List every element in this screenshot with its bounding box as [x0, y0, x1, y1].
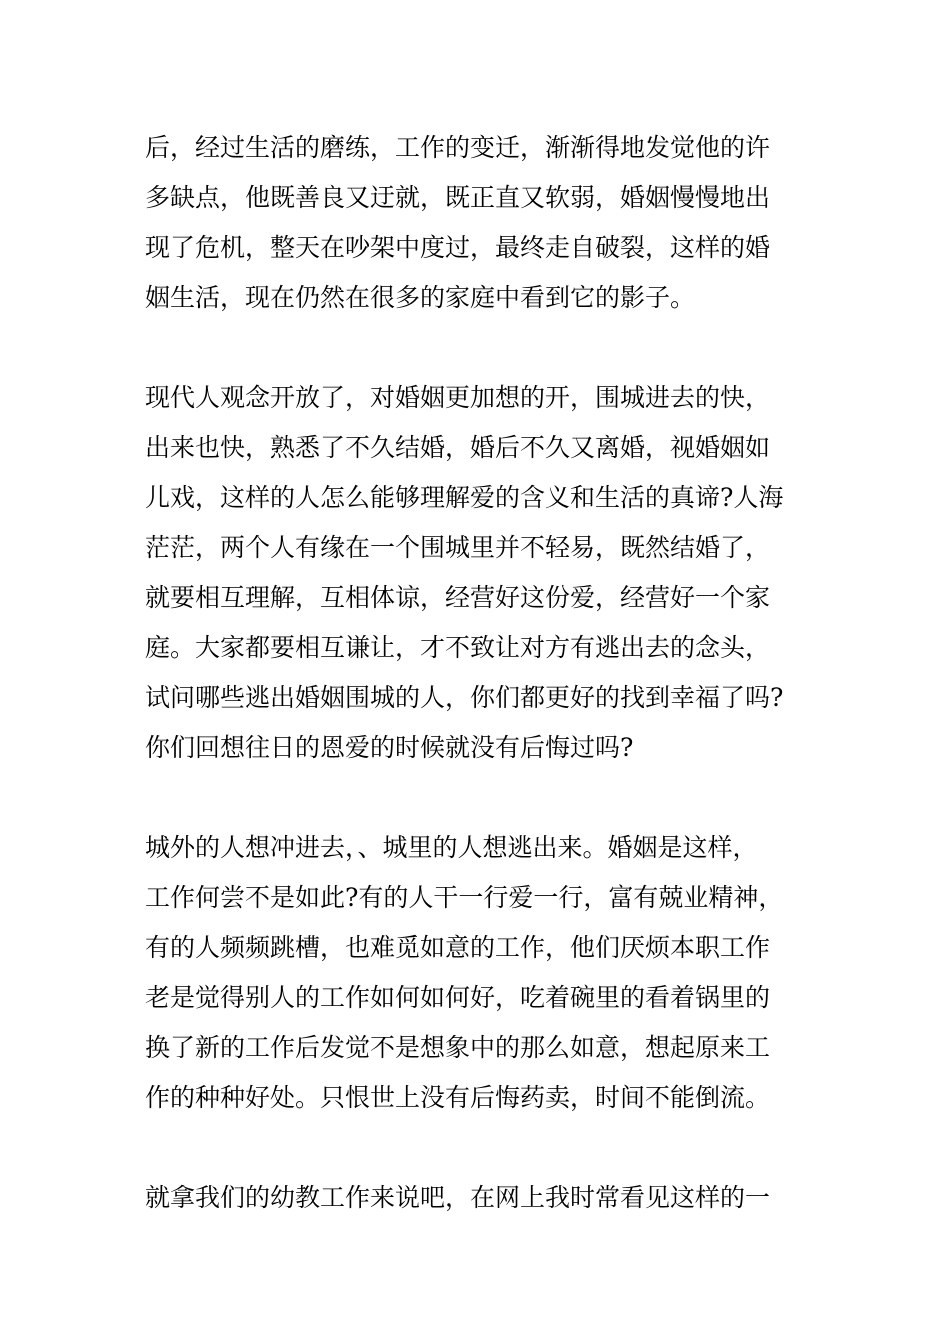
paragraph-3-line-4: 老是觉得别人的工作如何如何好，吃着碗里的看着锅里的 [145, 983, 771, 1012]
paragraph-3-line-2: 工作何尝不是如此?有的人干一行爱一行，富有兢业精神， [145, 883, 784, 912]
paragraph-3-line-6: 作的种种好处。只恨世上没有后悔药卖，时间不能倒流。 [145, 1083, 771, 1112]
paragraph-1-line-1: 后，经过生活的磨练，工作的变迁，渐渐得地发觉他的许 [145, 133, 771, 162]
paragraph-2-line-5: 就要相互理解，互相体谅，经营好这份爱，经营好一个家 [145, 583, 771, 612]
paragraph-2-line-7: 试问哪些逃出婚姻围城的人，你们都更好的找到幸福了吗? [145, 683, 784, 712]
paragraph-1-line-2: 多缺点，他既善良又迂就，既正直又软弱，婚姻慢慢地出 [145, 183, 771, 212]
paragraph-3-line-5: 换了新的工作后发觉不是想象中的那么如意，想起原来工 [145, 1033, 771, 1062]
paragraph-3-line-3: 有的人频频跳槽，也难觅如意的工作，他们厌烦本职工作 [145, 933, 771, 962]
paragraph-4-line-1: 就拿我们的幼教工作来说吧，在网上我时常看见这样的一 [145, 1183, 771, 1212]
paragraph-2-line-1: 现代人观念开放了，对婚姻更加想的开，围城进去的快， [145, 383, 771, 412]
paragraph-2-line-4: 茫茫，两个人有缘在一个围城里并不轻易，既然结婚了， [145, 533, 771, 562]
paragraph-1-line-4: 姻生活，现在仍然在很多的家庭中看到它的影子。 [145, 283, 696, 312]
paragraph-2-line-3: 儿戏，这样的人怎么能够理解爱的含义和生活的真谛?人海 [145, 483, 784, 512]
paragraph-1-line-3: 现了危机，整天在吵架中度过，最终走自破裂，这样的婚 [145, 233, 771, 262]
paragraph-3-line-1: 城外的人想冲进去，、城里的人想逃出来。婚姻是这样， [145, 833, 758, 862]
paragraph-2-line-6: 庭。大家都要相互谦让，才不致让对方有逃出去的念头， [145, 633, 771, 662]
paragraph-2-line-2: 出来也快，熟悉了不久结婚，婚后不久又离婚，视婚姻如 [145, 433, 771, 462]
paragraph-2-line-8: 你们回想往日的恩爱的时候就没有后悔过吗? [145, 733, 634, 762]
